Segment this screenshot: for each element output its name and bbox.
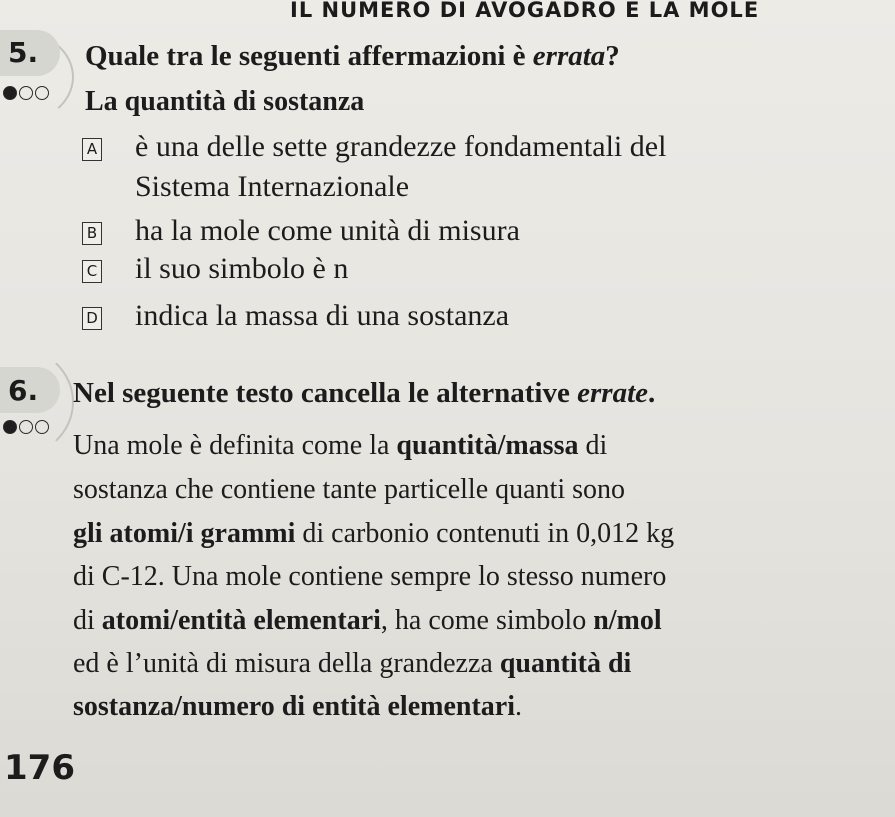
choice-n-mol[interactable]: n/mol xyxy=(593,605,662,636)
difficulty-dot-empty-icon xyxy=(35,86,49,100)
question-5-number: 5. xyxy=(8,36,39,69)
option-d-checkbox[interactable]: D xyxy=(82,307,102,330)
question-6-paragraph-line-6: ed è l’unità di misura della grandezza quantità di xyxy=(73,648,632,679)
option-d-text: indica la massa di una sostanza xyxy=(135,299,510,332)
question-6-paragraph-line-1: Una mole è definita come la quantità/massa di xyxy=(73,430,608,461)
question-5-title: Quale tra le seguenti affermazioni è errata? xyxy=(85,40,620,72)
question-6-paragraph-line-5: di atomi/entità elementari, ha come simbolo n/mol xyxy=(73,605,662,636)
option-c-checkbox[interactable]: C xyxy=(82,260,102,283)
choice-quantita-di-sostanza[interactable]: quantità di xyxy=(499,648,632,679)
option-a-checkbox[interactable]: A xyxy=(82,138,102,161)
question-6-paragraph-line-7: sostanza/numero di entità elementari. xyxy=(73,691,522,722)
choice-sostanza-numero[interactable]: sostanza/numero di entità elementari xyxy=(73,691,515,722)
choice-atomi-entita[interactable]: atomi/entità elementari xyxy=(101,605,381,636)
difficulty-dot-empty-icon xyxy=(35,420,49,434)
question-6-paragraph-line-3: gli atomi/i grammi di carbonio contenuti in 0,012 kg xyxy=(73,518,675,549)
option-a-text-line-1: è una delle sette grandezze fondamentali del xyxy=(135,130,667,163)
question-6-paragraph-line-2: sostanza che contiene tante particelle quanti sono xyxy=(73,474,626,505)
question-6-paragraph-line-4: di C-12. Una mole contiene sempre lo stesso numero xyxy=(73,561,667,592)
option-b-checkbox[interactable]: B xyxy=(82,222,102,245)
difficulty-dot-filled-icon xyxy=(3,420,17,434)
difficulty-dot-empty-icon xyxy=(19,86,33,100)
option-b-text: ha la mole come unità di misura xyxy=(135,214,520,247)
question-5-stem: La quantità di sostanza xyxy=(85,86,365,117)
difficulty-dot-empty-icon xyxy=(19,420,33,434)
difficulty-dot-filled-icon xyxy=(3,86,17,100)
choice-quantita-massa[interactable]: quantità/massa xyxy=(396,430,579,461)
page-number: 176 xyxy=(4,748,75,788)
section-title: IL NUMERO DI AVOGADRO E LA MOLE xyxy=(290,0,760,22)
question-6-difficulty xyxy=(3,420,49,434)
question-6-title: Nel seguente testo cancella le alternative errate. xyxy=(73,377,656,409)
question-6-number: 6. xyxy=(8,374,39,407)
option-c-text: il suo simbolo è n xyxy=(135,252,349,285)
option-a-text-line-2: Sistema Internazionale xyxy=(135,170,410,203)
question-5-difficulty xyxy=(3,86,49,100)
choice-atomi-grammi[interactable]: gli atomi/i grammi xyxy=(73,518,296,549)
